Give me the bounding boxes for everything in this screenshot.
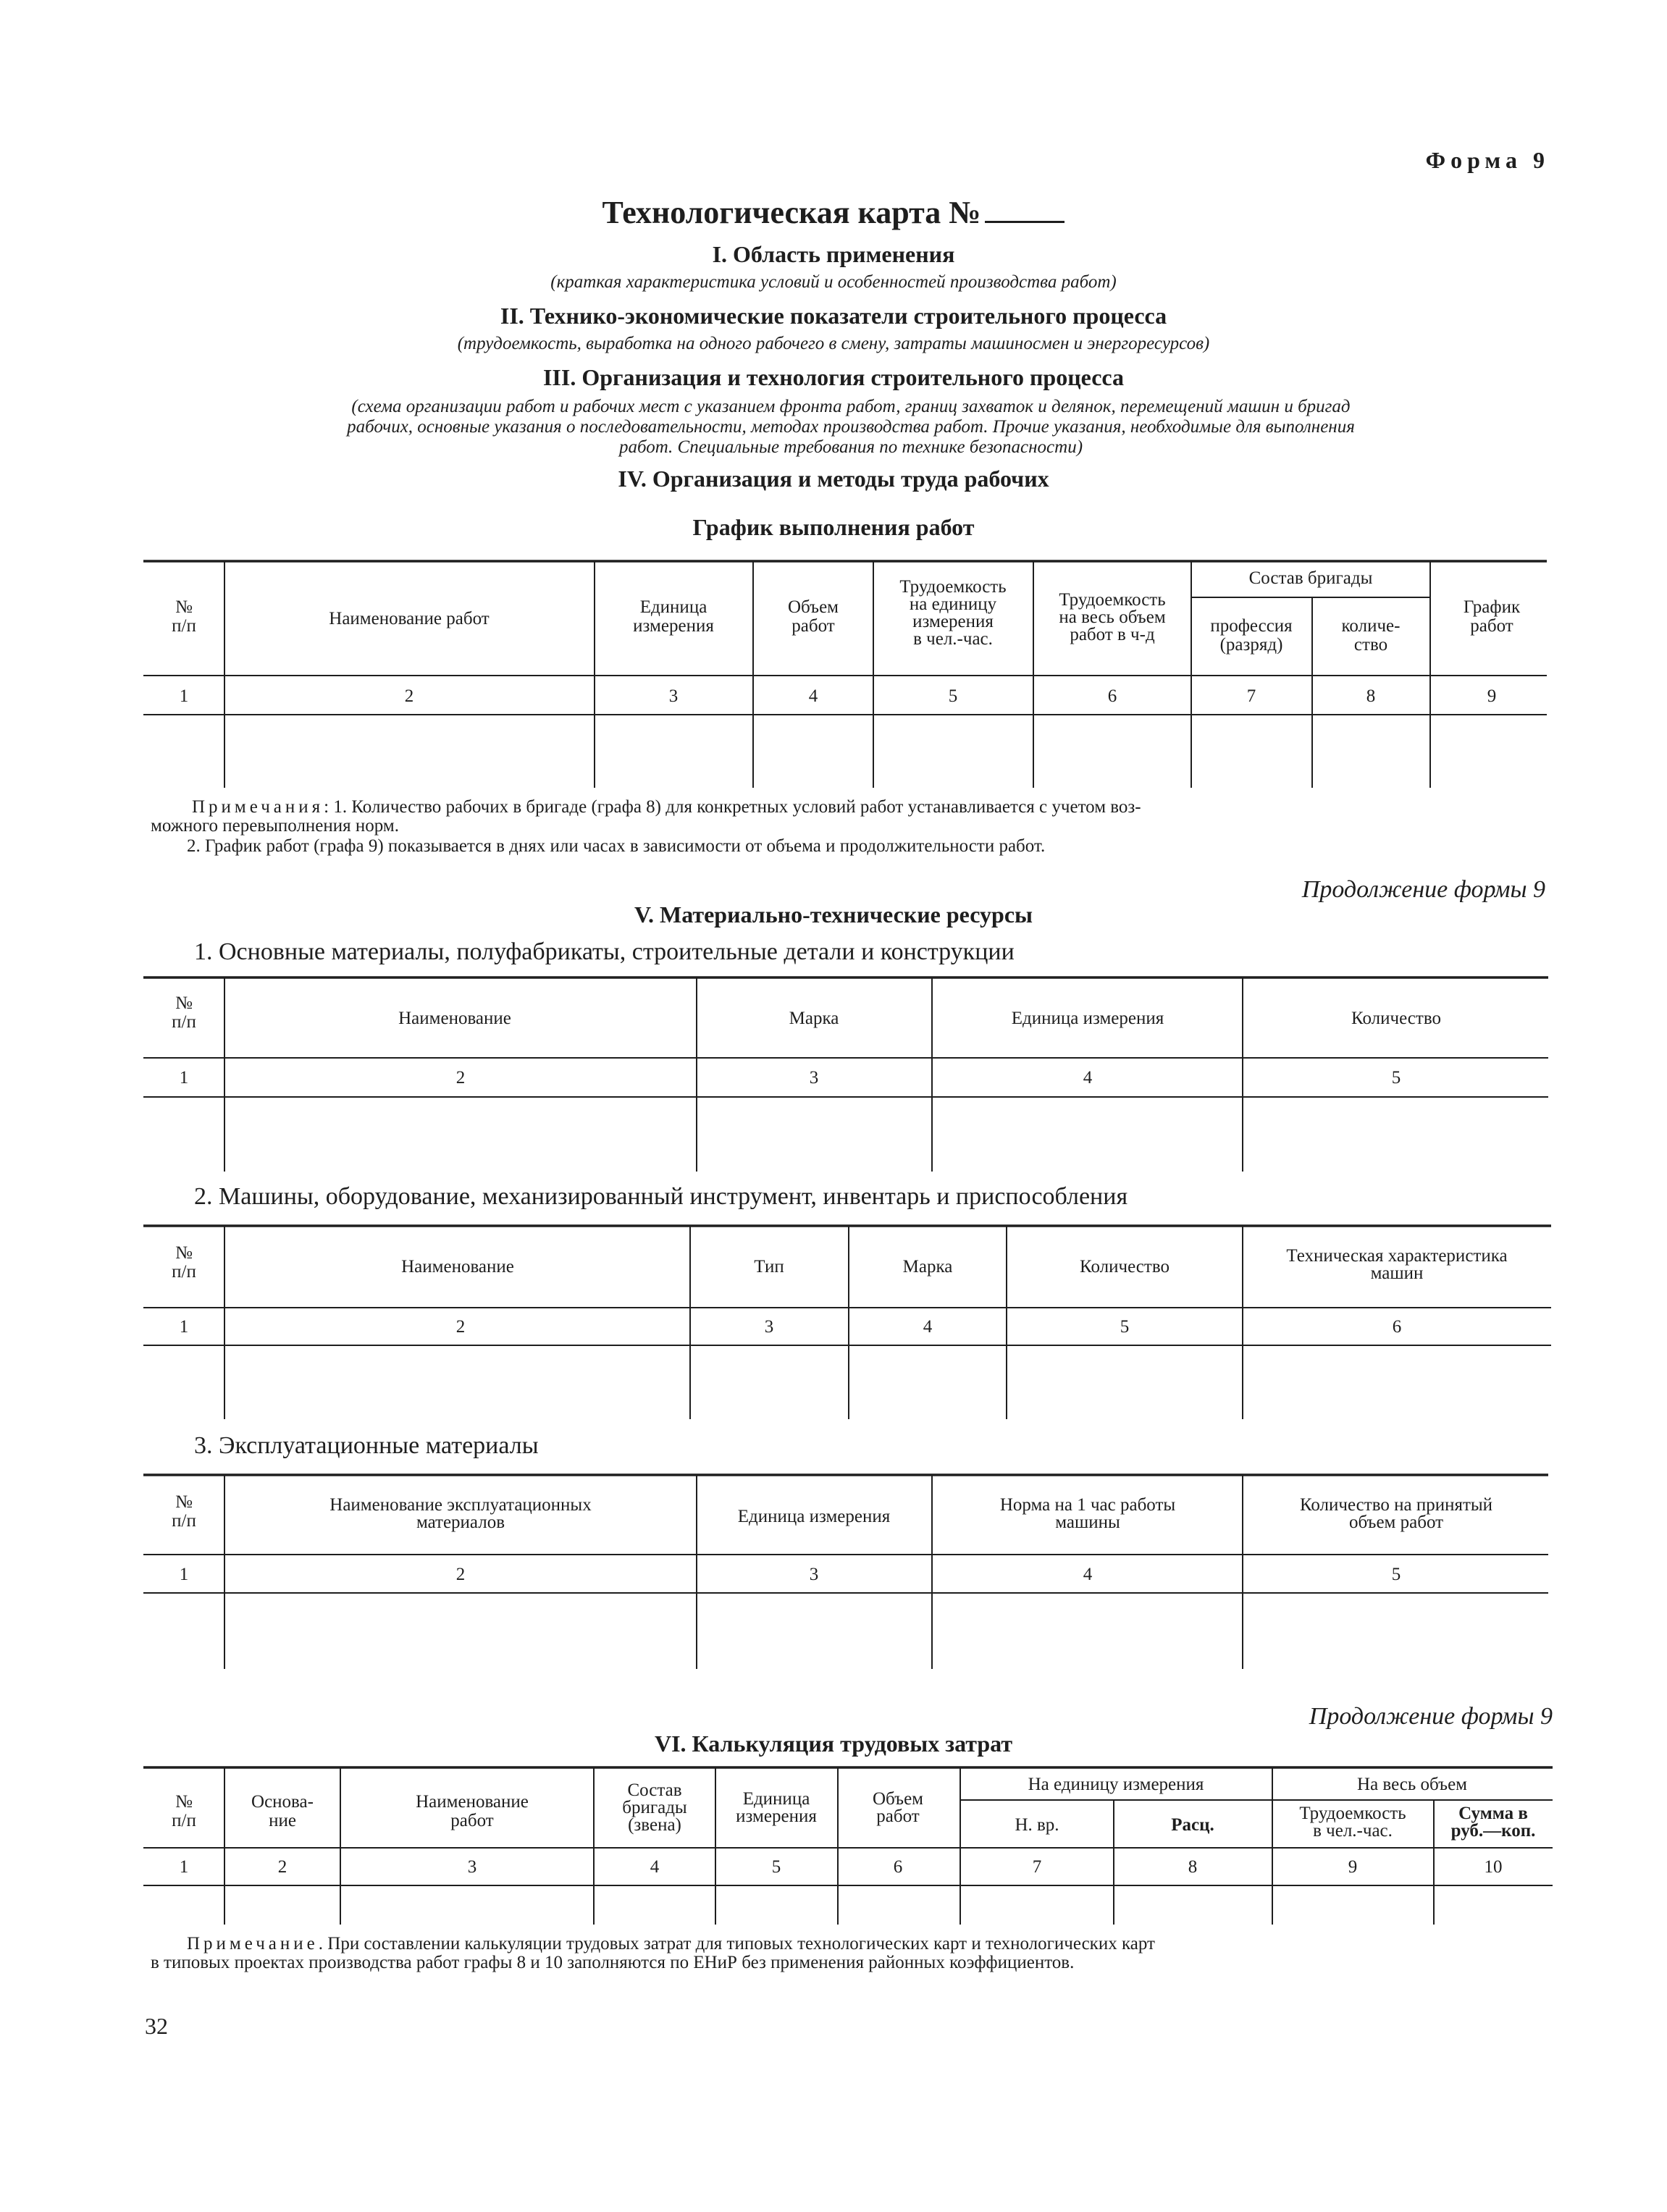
col-number: 3 [668,686,679,706]
col-number: 2 [277,1857,287,1877]
header-num: п/п [172,616,196,636]
header-name: Наименование [401,1257,514,1277]
header-name: Наименование работ [329,609,490,628]
header-brand: Марка [902,1257,953,1277]
col-number: 4 [650,1857,660,1877]
header-num: № [175,1492,193,1512]
continuation-label: Продолжение формы 9 [1301,876,1545,903]
header-labor-total: работ в ч-д [1070,625,1155,644]
machines-subheading: 2. Машины, оборудование, механизированный инструмент, инвентарь и приспособления [194,1183,1128,1210]
header-quantity: Количество на принятый [1299,1495,1493,1515]
header-unit: измерения [633,616,714,636]
col-number: 5 [948,686,958,706]
col-number: 1 [179,686,189,706]
col-number: 5 [1391,1565,1401,1584]
col-number: 4 [808,686,818,706]
col-number: 8 [1366,686,1376,706]
col-number: 2 [404,686,414,706]
header-labor-total: Трудоемкость [1059,590,1166,610]
calc-note [187,1935,1555,1954]
col-number: 1 [179,1068,189,1088]
section-3-note-line: рабочих, основные указания о последовательности, методах производства работ. Прочие указания, необходимые для выполнения [347,417,1355,437]
header-num: п/п [172,1811,196,1830]
column-dividers [224,1767,1434,1925]
col-number: 9 [1348,1857,1358,1877]
section-5-heading: V. Материально-технические ресурсы [634,901,1033,928]
operational-subheading: 3. Эксплуатационные материалы [194,1432,539,1459]
section-1-heading: I. Область применения [712,241,955,267]
header-labor-unit: измерения [912,612,994,631]
calc-note-line: в типовых проектах производства работ графы 8 и 10 заполняются по ЕНиР без применения районных коэффициентов. [151,1953,1075,1972]
header-num: п/п [172,1511,196,1531]
col-number: 10 [1484,1857,1503,1877]
header-brigade: Состав бригады [1248,568,1373,588]
header-total: На весь объем [1357,1775,1467,1794]
header-unit: Единица измерения [737,1507,891,1526]
header-unit: измерения [736,1807,817,1826]
header-rate: Расц. [1171,1815,1214,1835]
col-number: 5 [1391,1068,1401,1088]
col-number: 1 [179,1857,189,1877]
header-schedule: работ [1470,616,1513,636]
section-3-note-line: работ. Специальные требования по технике безопасности) [618,437,1083,457]
header-num: № [175,597,193,617]
col-number: 6 [893,1857,903,1877]
header-name: работ [450,1811,494,1830]
header-labor-total: на весь объем [1059,607,1166,627]
col-number: 6 [1107,686,1117,706]
schedule-subheading: График выполнения работ [692,514,975,540]
col-number: 2 [455,1565,466,1584]
header-volume: работ [876,1807,920,1826]
header-labor: Трудоемкость [1299,1804,1406,1823]
col-number: 7 [1032,1857,1042,1877]
col-number: 3 [764,1317,774,1337]
header-tech-spec: машин [1370,1263,1424,1283]
header-num: п/п [172,1012,196,1032]
header-name: материалов [416,1513,505,1532]
header-sum: Сумма в [1458,1804,1528,1823]
header-norm: машины [1055,1513,1120,1532]
col-number: 3 [809,1565,819,1584]
form-label: Форма 9 [1425,147,1550,173]
section-2-heading: II. Технико-экономические показатели строительного процесса [500,303,1167,329]
header-unit: Единица [639,597,707,617]
header-profession: профессия [1210,616,1293,636]
col-number: 3 [467,1857,477,1877]
col-number: 5 [771,1857,781,1877]
header-tech-spec: Техническая характеристика [1286,1246,1508,1266]
note-text: 1. Количество рабочих в бригаде (графа 8) для конкретных условий работ устанавливается с учетом воз- [333,797,1141,817]
header-unit: Единица [742,1789,810,1809]
header-norm-time: Н. вр. [1015,1815,1059,1835]
header-type: Тип [754,1257,784,1277]
col-number: 5 [1120,1317,1130,1337]
header-name: Наименование [416,1792,529,1812]
header-basis: ние [269,1811,296,1830]
header-brigade: бригады [622,1798,687,1817]
section-3-note-line: (схема организации работ и рабочих мест с указанием фронта работ, границ захваток и делянок, перемещений машин и бригад [351,397,1351,416]
section-2-note: (трудоемкость, выработка на одного рабочего в смену, затраты машиносмен и энергоресурсов) [457,334,1210,353]
header-norm: Норма на 1 час работы [999,1495,1176,1515]
section-3-heading: III. Организация и технология строительного процесса [542,364,1125,390]
header-num: № [175,1243,193,1263]
note-line: 2. График работ (графа 9) показывается в днях или часах в зависимости от объема и продолжительности работ. [187,836,1046,856]
header-unit: Единица измерения [1011,1009,1164,1028]
col-number: 8 [1188,1857,1198,1877]
header-labor-unit: в чел.-час. [913,629,993,649]
section-4-heading: IV. Организация и методы труда рабочих [618,466,1049,492]
page-number: 32 [145,2013,168,2039]
header-labor-unit: Трудоемкость [899,577,1007,597]
column-numbers [180,1857,1503,1877]
header-num: п/п [172,1262,196,1282]
header-name: Наименование [398,1009,511,1028]
col-number: 1 [179,1317,189,1337]
header-labor: в чел.-час. [1313,1821,1393,1841]
header-brand: Марка [789,1009,839,1028]
header-schedule: График [1463,597,1521,617]
header-per-unit: На единицу измерения [1028,1775,1204,1794]
header-volume: Объем [873,1789,923,1809]
header-count: ство [1353,635,1388,655]
note-line: можного перевыполнения норм. [151,816,399,836]
continuation-label-2: Продолжение формы 9 [1309,1703,1553,1730]
header-labor-unit: на единицу [909,594,997,614]
header-count: количе- [1341,616,1401,636]
header-volume: Объем [788,597,839,617]
col-number: 1 [179,1565,189,1584]
header-profession: (разряд) [1219,635,1283,655]
col-number: 4 [1083,1565,1093,1584]
header-basis: Основа- [251,1792,314,1812]
calc-note-text: . При составлении калькуляции трудовых затрат для типовых технологических карт и технологических карт [318,1934,1155,1954]
col-number: 6 [1392,1317,1402,1337]
page-title-text: Технологическая карта № [602,195,981,230]
header-quantity: Количество [1351,1009,1441,1028]
header-name: Наименование эксплуатационных [329,1495,592,1515]
header-brigade: Состав [627,1780,682,1800]
col-number: 7 [1246,686,1256,706]
materials-subheading: 1. Основные материалы, полуфабрикаты, строительные детали и конструкции [194,938,1015,965]
header-volume: работ [791,616,835,636]
col-number: 4 [1083,1068,1093,1088]
col-number: 2 [455,1068,466,1088]
notes-label: Примечания [192,797,324,817]
header-sum: руб.—коп. [1450,1821,1536,1841]
notes-colon: : [324,797,334,817]
calc-note-label: Примечание [187,1934,319,1954]
section-6-heading: VI. Калькуляция трудовых затрат [654,1731,1013,1757]
header-num: № [175,1792,193,1812]
col-number: 4 [923,1317,933,1337]
header-num: № [175,993,193,1013]
col-number: 9 [1487,686,1497,706]
col-number: 2 [455,1317,466,1337]
header-quantity: объем работ [1348,1513,1444,1532]
section-1-note: (краткая характеристика условий и особенностей производства работ) [550,272,1117,292]
header-brigade: (звена) [628,1815,681,1835]
header-quantity: Количество [1080,1257,1170,1277]
col-number: 3 [809,1068,819,1088]
